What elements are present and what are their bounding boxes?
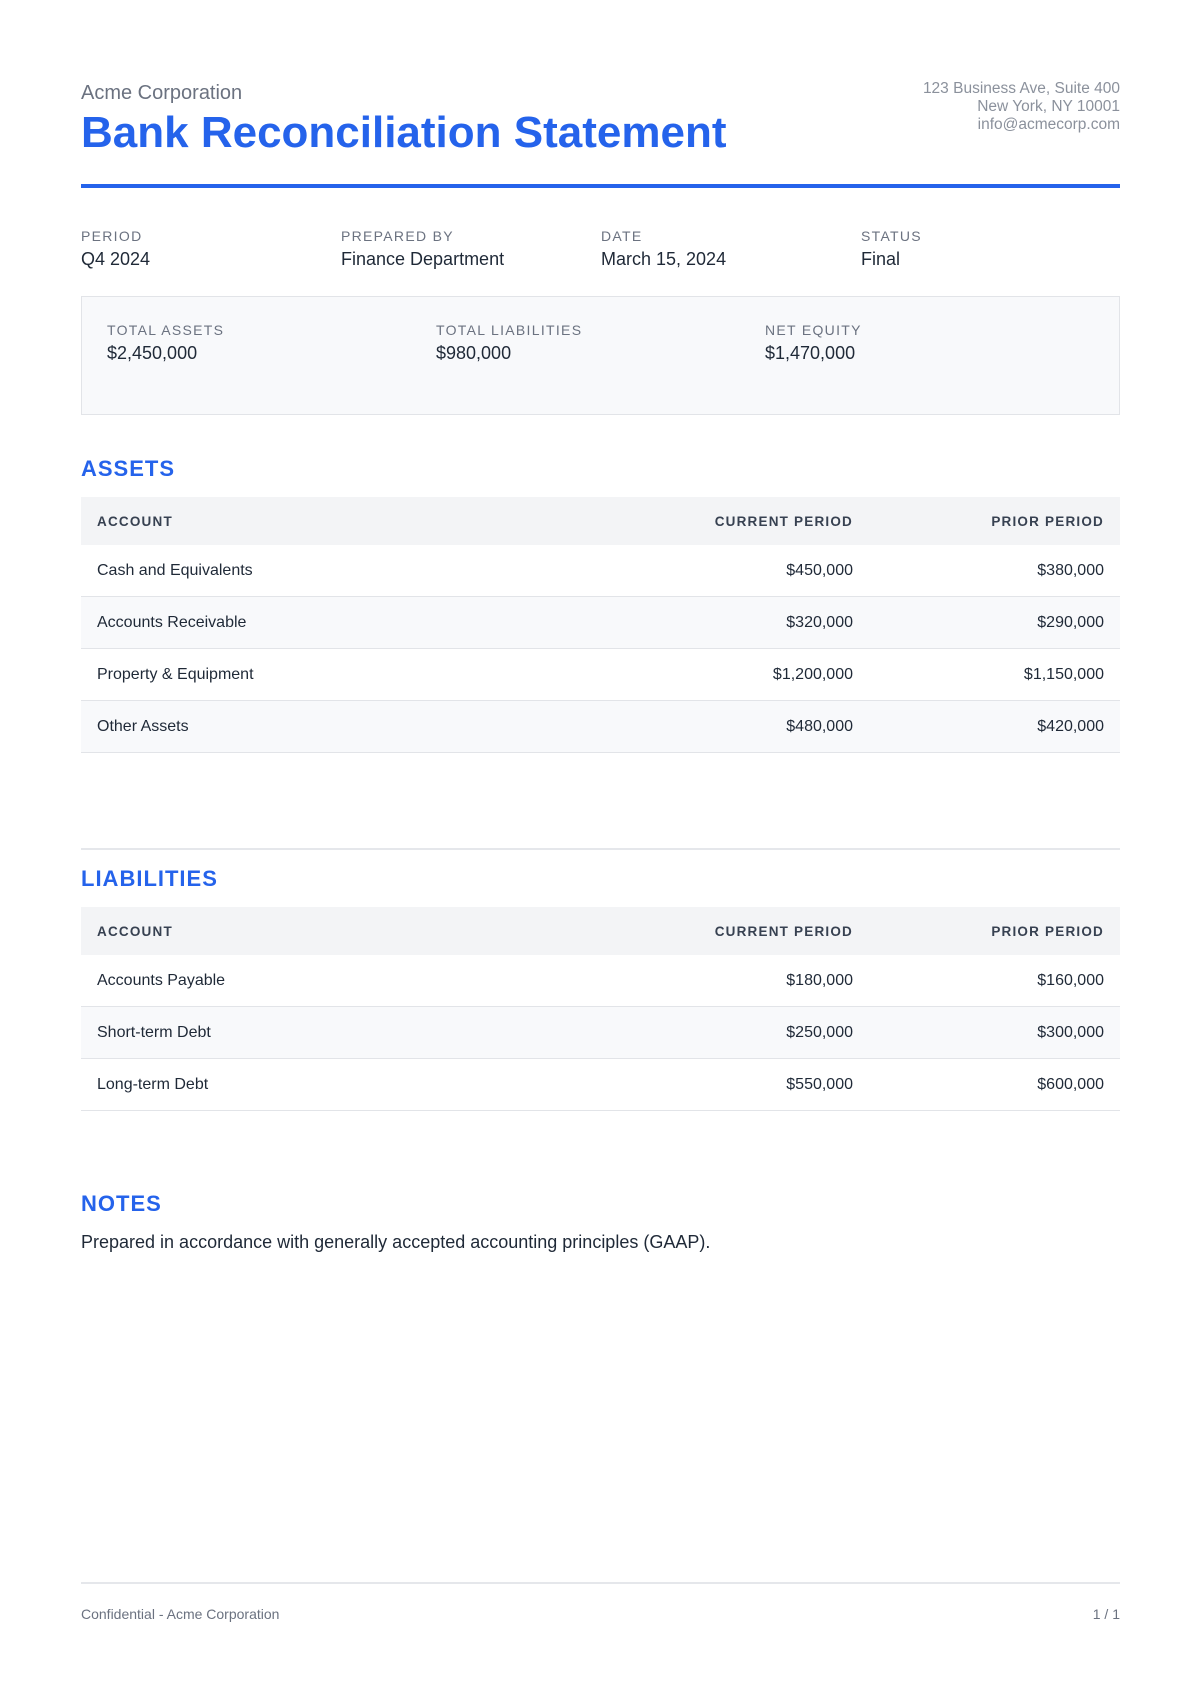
table-row <box>81 701 1120 753</box>
account-cell: Accounts Payable <box>97 971 226 989</box>
document-page <box>81 0 1120 1683</box>
column-header-account: ACCOUNT <box>97 923 173 939</box>
account-cell: Cash and Equivalents <box>97 561 253 579</box>
meta-prepared-by <box>341 228 504 270</box>
table-row <box>81 955 1120 1007</box>
account-cell: Accounts Receivable <box>97 613 247 631</box>
company-email: info@acmecorp.com <box>977 116 1120 133</box>
current-period-cell: $1,200,000 <box>772 665 853 683</box>
prior-period-cell: $600,000 <box>1037 1075 1104 1093</box>
prior-period-cell: $380,000 <box>1037 561 1104 579</box>
meta-period-label: PERIOD <box>81 228 143 244</box>
current-period-cell: $450,000 <box>786 561 853 579</box>
address-line-1: 123 Business Ave, Suite 400 <box>922 80 1120 97</box>
liabilities-table <box>81 907 1120 1111</box>
address-line-2: New York, NY 10001 <box>977 98 1120 115</box>
assets-table-header <box>81 497 1120 545</box>
summary-net-equity-label: NET EQUITY <box>765 322 862 338</box>
meta-status-label: STATUS <box>861 228 922 244</box>
notes-section-title: NOTES <box>81 1191 162 1216</box>
meta-status-value: Final <box>861 249 901 269</box>
document-footer <box>81 1582 1120 1624</box>
meta-date-value: March 15, 2024 <box>601 249 727 269</box>
notes-text: Prepared in accordance with generally accepted accounting principles (GAAP). <box>81 1232 711 1252</box>
document-header <box>81 78 1120 188</box>
summary-net-equity <box>765 322 862 364</box>
assets-table <box>81 497 1120 753</box>
current-period-cell: $550,000 <box>786 1075 853 1093</box>
account-cell: Long-term Debt <box>97 1075 209 1093</box>
table-row <box>81 649 1120 701</box>
prior-period-cell: $1,150,000 <box>1023 665 1104 683</box>
summary-total-assets-value: $2,450,000 <box>107 343 198 363</box>
current-period-cell: $250,000 <box>786 1023 853 1041</box>
meta-status <box>861 228 922 270</box>
prior-period-cell: $300,000 <box>1037 1023 1104 1041</box>
summary-total-liabilities-label: TOTAL LIABILITIES <box>436 322 583 338</box>
table-row <box>81 1059 1120 1111</box>
company-name: Acme Corporation <box>81 82 243 104</box>
liabilities-table-header <box>81 907 1120 955</box>
table-row <box>81 597 1120 649</box>
current-period-cell: $180,000 <box>786 971 853 989</box>
meta-prepared-by-value: Finance Department <box>341 249 505 269</box>
section-divider <box>81 848 1120 850</box>
summary-total-assets <box>107 322 224 364</box>
footer-confidential-label: Confidential - Acme Corporation <box>81 1606 280 1622</box>
liabilities-section-title: LIABILITIES <box>81 866 218 891</box>
meta-date <box>601 228 726 270</box>
account-cell: Property & Equipment <box>97 665 254 683</box>
summary-box <box>81 296 1120 415</box>
meta-period <box>81 228 150 270</box>
column-header-current-period: CURRENT PERIOD <box>714 923 853 939</box>
page-number: 1 / 1 <box>1092 1606 1120 1622</box>
column-header-prior-period: PRIOR PERIOD <box>991 513 1104 529</box>
column-header-current-period: CURRENT PERIOD <box>714 513 853 529</box>
current-period-cell: $480,000 <box>786 717 853 735</box>
table-row <box>81 1007 1120 1059</box>
summary-net-equity-value: $1,470,000 <box>765 343 856 363</box>
prior-period-cell: $160,000 <box>1037 971 1104 989</box>
table-row <box>81 545 1120 597</box>
document-meta <box>81 228 1120 278</box>
assets-section-title: ASSETS <box>81 456 176 481</box>
summary-total-assets-label: TOTAL ASSETS <box>107 322 225 338</box>
current-period-cell: $320,000 <box>786 613 853 631</box>
prior-period-cell: $420,000 <box>1037 717 1104 735</box>
meta-period-value: Q4 2024 <box>81 249 151 269</box>
prior-period-cell: $290,000 <box>1037 613 1104 631</box>
document-title: Bank Reconciliation Statement <box>81 108 727 157</box>
company-address <box>923 80 1120 134</box>
summary-total-liabilities-value: $980,000 <box>436 343 512 363</box>
account-cell: Other Assets <box>97 717 189 735</box>
column-header-account: ACCOUNT <box>97 513 173 529</box>
account-cell: Short-term Debt <box>97 1023 211 1041</box>
meta-date-label: DATE <box>601 228 643 244</box>
column-header-prior-period: PRIOR PERIOD <box>991 923 1104 939</box>
meta-prepared-by-label: PREPARED BY <box>341 228 454 244</box>
summary-total-liabilities <box>436 322 582 364</box>
